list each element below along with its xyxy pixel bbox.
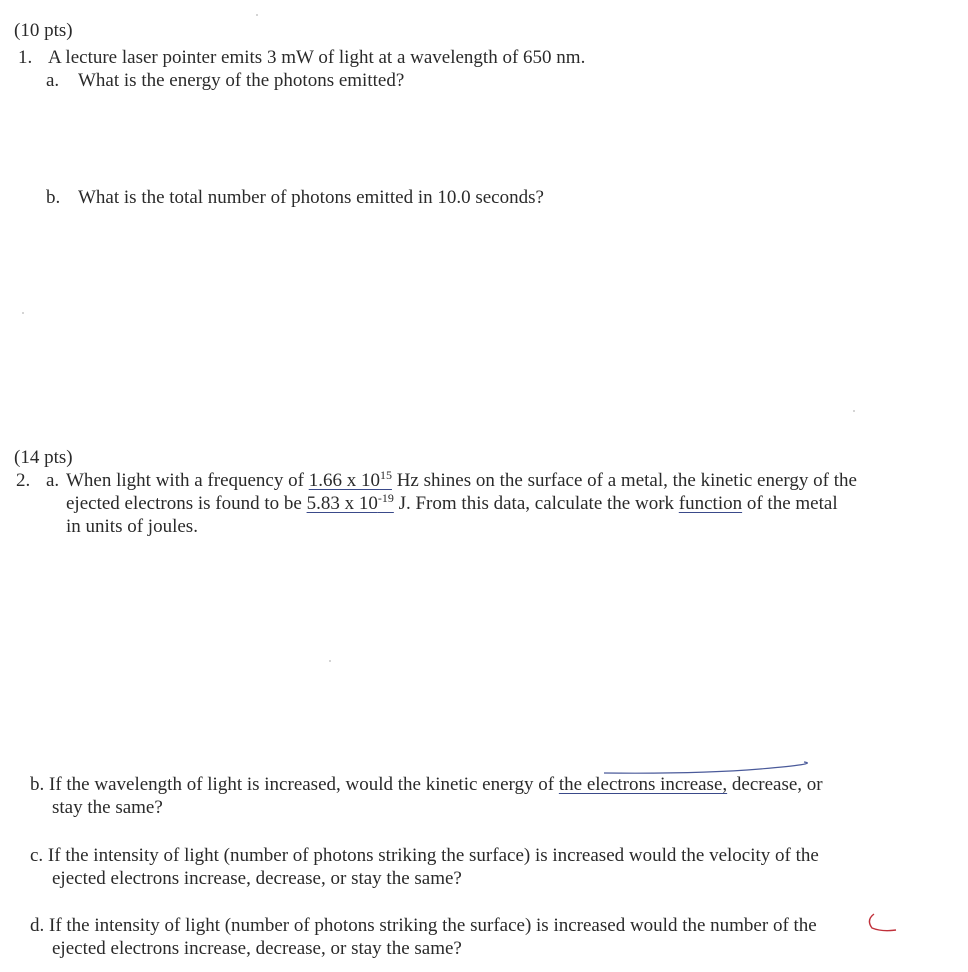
q2-a-text: When light with a frequency of xyxy=(66,470,309,491)
kinetic-energy-value: 5.83 x $10^{-19}$ xyxy=(306,491,394,514)
q2-part-b-line2: stay the same? xyxy=(52,797,163,818)
q2-part-d-line2: ejected electrons increase, decrease, or stay the same? xyxy=(52,938,462,959)
q2-points: (14 pts) xyxy=(14,447,73,468)
q1-stem: A lecture laser pointer emits 3 mW of light at a wavelength of 650 nm. xyxy=(48,47,586,68)
scan-speck xyxy=(22,312,24,314)
red-pen-mark xyxy=(862,910,902,934)
scan-speck xyxy=(853,410,855,412)
electrons-increase-phrase: the electrons increase, xyxy=(558,774,728,795)
function-word: function xyxy=(678,493,743,514)
q1-part-a-label: a. xyxy=(46,70,60,91)
q2-part-c-line2: ejected electrons increase, decrease, or stay the same? xyxy=(52,868,462,889)
scan-speck xyxy=(256,14,258,16)
q1-part-b-label: b. xyxy=(46,187,61,208)
q2-part-a-line2: ejected electrons is found to be 5.83 x $10^{-19}$ J. From this data, calculate the work function of the metal xyxy=(66,491,838,514)
q2-part-d-line1: d. If the intensity of light (number of photons striking the surface) is increased would the number of the xyxy=(30,915,817,936)
q1-points: (10 pts) xyxy=(14,20,73,41)
frequency-value: 1.66 x $10^{15}$ xyxy=(308,468,392,491)
q1-part-b-text: What is the total number of photons emitted in 10.0 seconds? xyxy=(78,187,544,208)
pen-stroke-mark xyxy=(600,760,810,780)
q2-part-b-line1: b. If the wavelength of light is increased, would the kinetic energy of the electrons increase, decrease, or xyxy=(30,774,823,795)
red-marked-letter: e xyxy=(808,915,817,936)
q2-part-a-line1: When light with a frequency of 1.66 x $10^{15}$ Hz shines on the surface of a metal, the kinetic energy of the xyxy=(66,468,857,491)
scan-speck xyxy=(329,660,331,662)
q1-number: 1. xyxy=(18,47,33,68)
q2-part-a-line3: in units of joules. xyxy=(66,516,198,537)
q2-part-c-line1: c. If the intensity of light (number of photons striking the surface) is increased would the velocity of the xyxy=(30,845,819,866)
q2-number: 2. xyxy=(16,470,31,491)
q2-part-a-label: a. xyxy=(46,470,60,491)
q1-part-a-text: What is the energy of the photons emitted? xyxy=(78,70,405,91)
